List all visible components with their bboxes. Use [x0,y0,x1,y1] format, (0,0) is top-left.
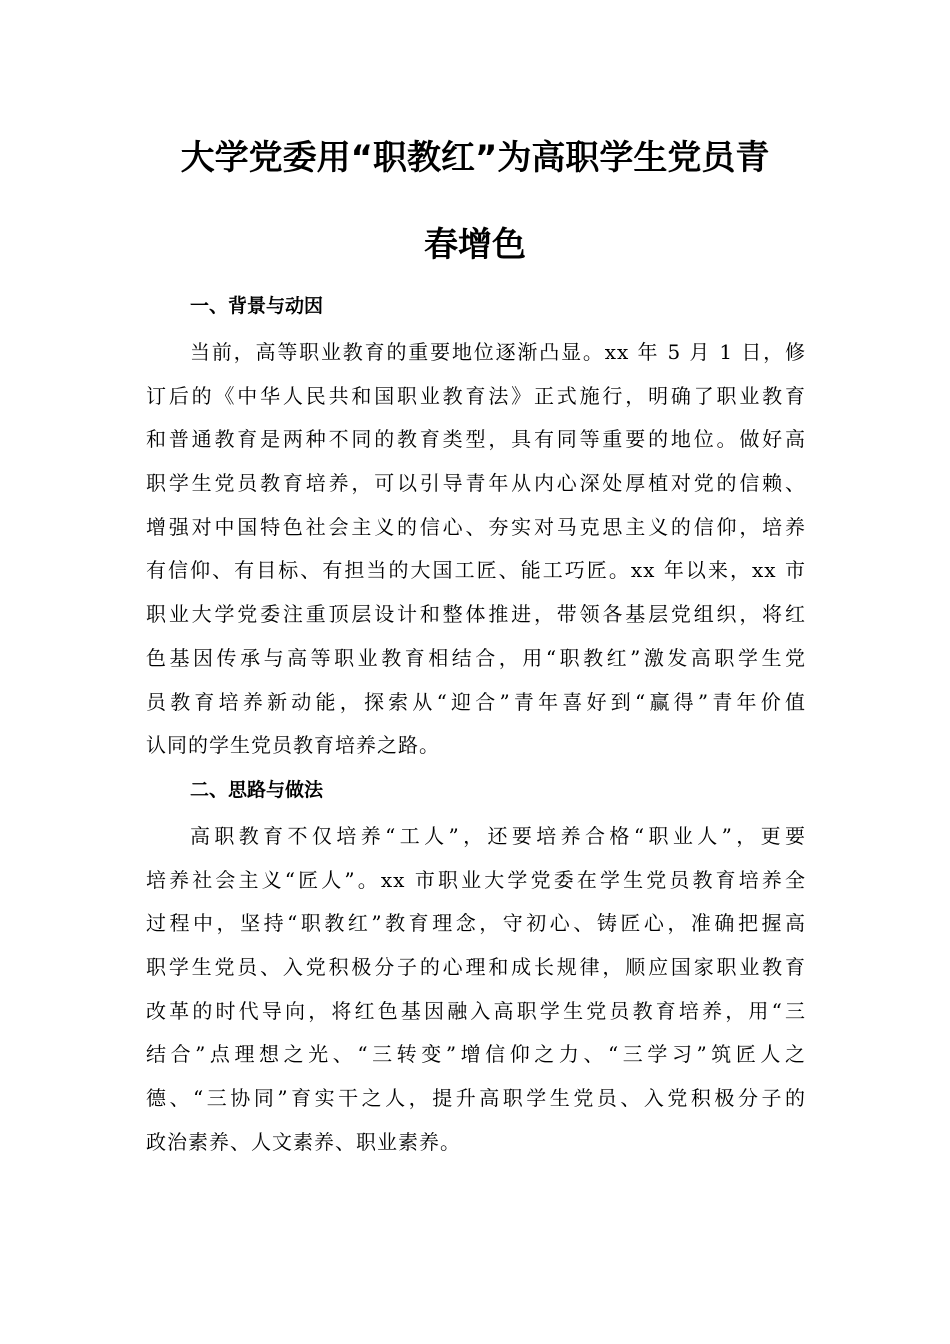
paragraph-line: 有信仰、有目标、有担当的大国工匠、能工巧匠。xx 年以来，xx 市 [146,558,806,583]
paragraph-line: 和普通教育是两种不同的教育类型，具有同等重要的地位。做好高 [146,427,806,452]
paragraph-line: 高职教育不仅培养“工人”，还要培养合格“职业人”，更要 [190,824,806,848]
paragraph-line: 认同的学生党员教育培养之路。 [146,733,440,758]
document-title-line-1: 大学党委用“职教红”为高职学生党员青 [180,138,770,178]
section-heading-background: 一、背景与动因 [190,295,324,317]
paragraph-line: 订后的《中华人民共和国职业教育法》正式施行，明确了职业教育 [146,383,806,408]
section-heading-approach: 二、思路与做法 [190,779,324,801]
paragraph-line: 培养社会主义“匠人”。xx 市职业大学党委在学生党员教育培养全 [146,867,806,892]
section-paragraph-approach [146,815,806,1165]
paragraph-line: 过程中，坚持“职教红”教育理念，守初心、铸匠心，准确把握高 [146,911,806,936]
document-title-line-2: 春增色 [424,225,526,265]
paragraph-line: 德、“三协同”育实干之人，提升高职学生党员、入党积极分子的 [146,1086,806,1111]
paragraph-line: 政治素养、人文素养、职业素养。 [146,1129,461,1154]
paragraph-line: 改革的时代导向，将红色基因融入高职学生党员教育培养，用“三 [146,998,806,1023]
paragraph-line: 当前，高等职业教育的重要地位逐渐凸显。xx 年 5 月 1 日，修 [190,340,806,364]
paragraph-line: 职业大学党委注重顶层设计和整体推进，带领各基层党组织，将红 [146,602,806,627]
paragraph-line: 员教育培养新动能，探索从“迎合”青年喜好到“赢得”青年价值 [146,689,806,714]
paragraph-line: 增强对中国特色社会主义的信心、夯实对马克思主义的信仰，培养 [146,514,806,539]
paragraph-line: 结合”点理想之光、“三转变”增信仰之力、“三学习”筑匠人之 [146,1042,806,1067]
paragraph-line: 职学生党员、入党积极分子的心理和成长规律，顺应国家职业教育 [146,955,806,980]
section-paragraph-background [146,331,806,768]
paragraph-line: 色基因传承与高等职业教育相结合，用“职教红”激发高职学生党 [146,645,806,670]
paragraph-line: 职学生党员教育培养，可以引导青年从内心深处厚植对党的信赖、 [146,471,806,496]
